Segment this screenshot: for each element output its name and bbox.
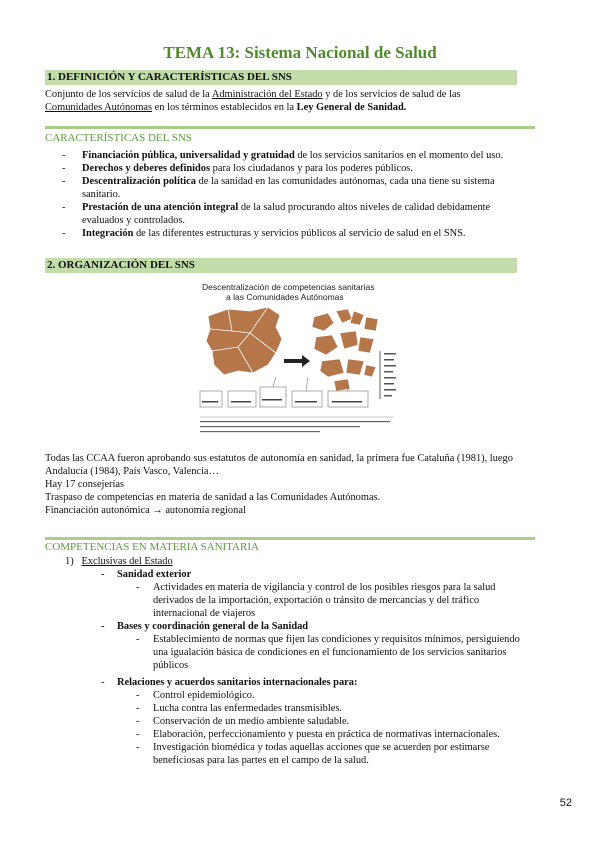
relaciones-item: - Control epidemiológico. <box>136 689 531 702</box>
page-title: TEMA 13: Sistema Nacional de Salud <box>163 43 437 62</box>
spain-map-illustration <box>198 281 398 437</box>
caracteristica-item <box>62 201 532 227</box>
caracteristica-text: de las diferentes estructuras y servicios públicos al servicio de salud en el SNS. <box>133 228 466 239</box>
def-underline-comunidades: Comunidades Autónomas <box>45 102 153 113</box>
relaciones-item: - Elaboración, perfeccionamiento y puesta en práctica de normativas internacionales. <box>136 728 531 741</box>
bases-item: - Establecimiento de normas que fijen las condiciones y requisitos mínimos, persiguiendo una igualación básica de condiciones en el funcionamiento de los servicios sanitarios públicos <box>136 633 531 672</box>
def-underline-administracion: Administración del Estado <box>211 89 323 100</box>
figure-title-line1: Descentralización de competencias sanitarias <box>202 282 375 292</box>
rule <box>45 126 535 129</box>
caracteristica-bold: Prestación de una atención integral <box>82 202 239 213</box>
def-text-3: en los términos establecidos en la <box>152 102 297 113</box>
map-regions-right <box>312 309 378 391</box>
caracteristica-bold: Financiación pública, universalidad y gratuidad <box>82 150 295 161</box>
caracteristica-item <box>62 227 532 240</box>
list-number: 1) <box>65 556 74 567</box>
org-line-1: Todas las CCAA fueron aprobando sus estatutos de autonomía en sanidad, la primera fue Cataluña (1981), luego Andalucía (1984), País Vasco, Valencia… <box>45 453 513 477</box>
arrow-icon <box>284 355 310 367</box>
exclusivas-label: Exclusivas del Estado <box>81 556 173 567</box>
def-text-2: y de los servicios de salud de las <box>322 89 461 100</box>
rule <box>45 537 535 540</box>
caracteristica-bold: Derechos y deberes definidos <box>82 163 211 174</box>
caracteristica-text: de la salud procurando altos niveles de calidad debidamente evaluados y controlados. <box>82 202 491 226</box>
relaciones-item: - Investigación biomédica y todas aquellas acciones que se acuerden por estimarse beneficiosas para las partes en el campo de la salud. <box>136 741 531 767</box>
definition-paragraph <box>45 88 525 114</box>
bases-list <box>136 633 531 672</box>
section-heading-definicion: 1. DEFINICIÓN Y CARACTERÍSTICAS DEL SNS <box>45 70 517 85</box>
organizacion-text <box>45 452 545 517</box>
bottom-labels <box>202 399 362 403</box>
sanidad-exterior-item: - Actividades en materia de vigilancia y control de los posibles riesgos para la salud derivados de la importación, exportación o tránsito de mercancías y del tráfico internacional de viajeros <box>136 581 531 620</box>
caracteristica-item <box>62 149 532 162</box>
exclusivas-heading <box>65 555 173 568</box>
page-number: 52 <box>559 797 572 809</box>
caracteristicas-list <box>62 149 532 240</box>
subheading-competencias <box>45 537 535 557</box>
relaciones-list <box>136 689 531 767</box>
subheading-text: COMPETENCIAS EN MATERIA SANITARIA <box>45 541 259 553</box>
section-heading-organizacion: 2. ORGANIZACIÓN DEL SNS <box>45 258 517 273</box>
relaciones-label: Relaciones y acuerdos sanitarios internacionales para: <box>117 677 358 688</box>
map-spain-left <box>206 307 282 375</box>
sanidad-exterior: - Sanidad exterior <box>101 569 192 580</box>
caracteristica-item <box>62 162 532 175</box>
figure-title-line2: a las Comunidades Autónomas <box>226 292 344 302</box>
bases-label: Bases y coordinación general de la Sanidad <box>117 621 309 632</box>
caracteristica-item <box>62 175 532 201</box>
org-line-2: Hay 17 consejerías <box>45 479 125 490</box>
subheading-caracteristicas <box>45 126 535 146</box>
relaciones-item: - Conservación de un medio ambiente saludable. <box>136 715 531 728</box>
def-text-1: Conjunto de los servicios de salud de la <box>45 89 212 100</box>
org-line-3: Traspaso de competencias en materia de sanidad a las Comunidades Autónomas. <box>45 492 381 503</box>
map-figure <box>198 281 398 437</box>
org-line-4: Financiación autonómica → autonomía regional <box>45 505 246 516</box>
sanidad-exterior-list <box>136 581 531 620</box>
caracteristica-text: de la sanidad en las comunidades autónomas, cada una tiene su sistema sanitario. <box>82 176 495 200</box>
bases-coordinacion: - Bases y coordinación general de la Sanidad <box>101 621 309 632</box>
caracteristica-bold: Descentralización política <box>82 176 196 187</box>
subheading-text: CARACTERÍSTICAS DEL SNS <box>45 132 192 144</box>
caracteristica-text: para los ciudadanos y para los poderes públicos. <box>210 163 413 174</box>
def-bold-ley: Ley General de Sanidad. <box>296 102 407 113</box>
caracteristica-bold: Integración <box>82 228 134 239</box>
caracteristica-text: de los servicios sanitarios en el momento del uso. <box>294 150 504 161</box>
legend-lines <box>384 353 396 397</box>
relaciones-internacionales: - Relaciones y acuerdos sanitarios internacionales para: <box>101 677 358 688</box>
relaciones-item: - Lucha contra las enfermedades transmisibles. <box>136 702 531 715</box>
sanidad-exterior-label: Sanidad exterior <box>117 569 192 580</box>
